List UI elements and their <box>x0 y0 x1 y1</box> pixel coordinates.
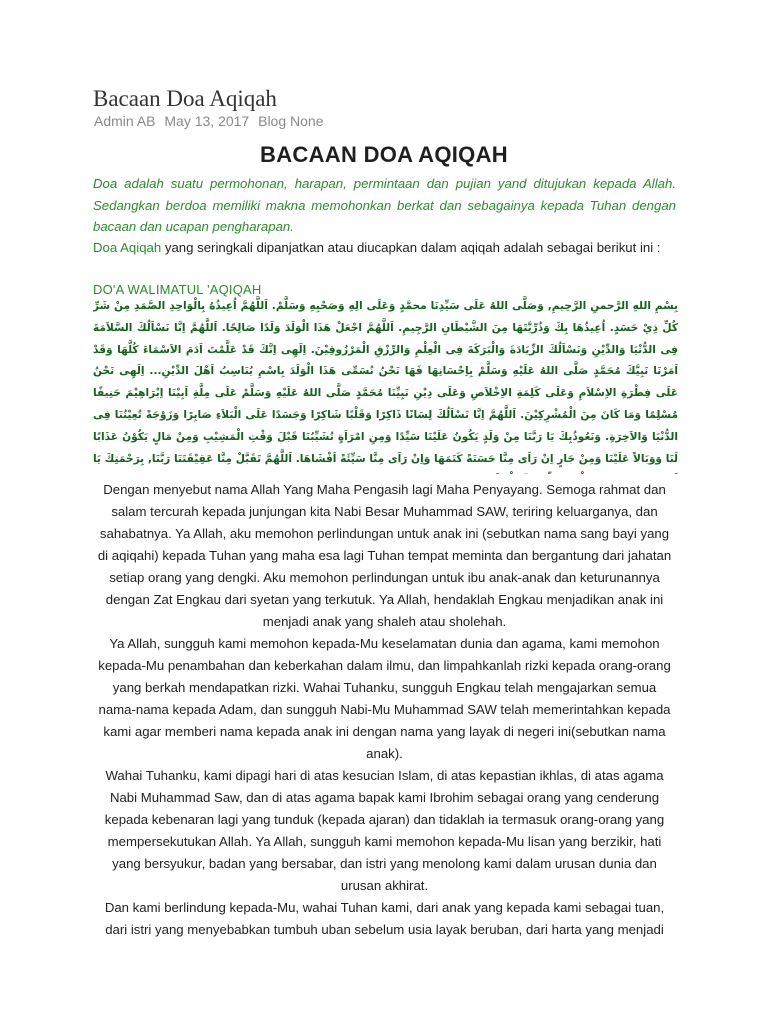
translation-paragraph: Dengan menyebut nama Allah Yang Maha Pengasih lagi Maha Penyayang. Semoga rahmat dan salam tercurah kepada junjungan kita Nabi Besar Muhammad SAW, teriring keluarganya, dan sahabatnya. Ya Allah, aku memohon perlindungan untuk anak ini (sebutkan nama sang bayi yang di aqiqahi) kepada Tuhan yang maha esa lagi Tuhan tempat meminta dan bergantung dari jahatan setiap orang yang dengki. Aku memohon perlindungan untuk ibu anak-anak dan keturunannya dengan Zat Engkau dari syetan yang terkutuk. Ya Allah, hendaklah Engkau menjadikan anak ini menjadi anak yang shaleh atau sholehah. <box>97 482 672 629</box>
post-meta <box>94 113 329 129</box>
post-date: May 13, 2017 <box>164 113 250 129</box>
doa-intro-paragraph <box>93 237 676 259</box>
intro-paragraph: Doa adalah suatu permohonan, harapan, permintaan dan pujian yand ditujukan kepada Allah. Sedangkan berdoa memiliki makna memohonkan berkat dan sebagainya kepada Tuhan dengan bacaan dan ucapan pengharapan. <box>93 176 676 234</box>
post-category[interactable]: Blog None <box>258 113 324 129</box>
article-heading: BACAAN DOA AQIQAH <box>260 142 508 167</box>
translation-block <box>93 479 676 941</box>
post-title: Bacaan Doa Aqiqah <box>93 86 277 111</box>
translation-paragraph: Wahai Tuhanku, kami dipagi hari di atas kesucian Islam, di atas kepastian ikhlas, di atas agama Nabi Muhammad Saw, dan di atas agama bapak kami Ibrohim sebagai orang yang cenderung kepada kebenaran lagi yang tunduk (kepada ajaran) dan tidaklah ia termasuk orang-orang yang mempersekutukan Allah. Ya Allah, sungguh kami memohon kepada-Mu lisan yang berzikir, hati yang bersyukur, badan yang bersabar, dan istri yang menolong kami dalam urusan dunia dan urusan akhirat. <box>104 768 665 893</box>
arabic-prayer-text: بِسْمِ اللهِ الرَّحمنِ الرَّحِيمِ, وَصَلَّى اللهُ عَلَى سَيِّدِنَا محمَّدٍ وَعَلَى الِهِ وَصَحْبِهِ وَسَلَّمْ. اَللَّهُمَّ اُعِيذُهُ بِالْوَاحِدِ الصَّمَدِ مِنْ شَرِّ كُلِّ ذِيْ حَسَدٍ. اُعِيذُهَا بِكَ وَذُرِّيَّتَهَا مِنَ الشَّيْطَانِ الرَّجِيمِ. اَللَّهُمَّ اجْعَلْ هَذَا الْوَلَدَ وَلَدًا صَالِحًا. اَللَّهُمَّ اِنَّا نَسْاَلُكَ السَّلاَمَةَ فِى الدُّنْيَا وَالدِّيْنِ وَنَسْاَلُكَ الزِّيَادَةَ وَالْبَرَكَةَ فِى الْعِلْمِ وَالرِّزْقِ الْمَرْزُوقِيْنَ. اِلَهِى اِنَّكَ قَدْ عَلَّمْتَ اَدَمَ الاَسْمَاءَ كُلَّهَا وَقَدْ اَمَرْنَا نَبِيَّكَ مُحَمَّدٍ صَلَّى اللهُ عَلَيْهِ وَسَلَّمْ بِاِحْسَانِهَا فَهَا نَحْنُ نُسَمِّى هَذَا الْوَلَدَ بِاسْمِ يُنَاسِبُ اَهْلَ الدِّيْنِ... اِلَهِى نَحْنُ عَلَى فِطْرَةِ الاِسْلاَمِ وَعَلَى كَلِمَةِ الاِخْلاَصِ وَعَلَى دِيْنِ نَبِيِّنَا مُحَمَّدٍ صَلَّى اللهُ عَلَيْهِ وَسَلَّمْ عَلَى مِلَّةِ اَبِيْنَا اِبْرَاهِيْمَ حَنِيفًا مُسْلِمًا وَمَا كَانَ مِنَ الْمُشْرِكِيْنَ. اَللَّهُمَّ اِنَّا نَسْاَلُكَ لِسَانًا ذَاكِرًا وَقَلْبًا شَاكِرًا وَجَسَدًا عَلَى الْبَلاَءِ صَابِرًا وَزَوْجَةً تُعِيْنُنَا فِى الدُّنْيَا وَالاَخِرَةِ. وَنَعُوذُبِكَ يَا رَبَّنَا مِنْ وَلَدٍ يَكُونُ عَلَيْنَا سَيِّدًا وَمِنِ امْرَاَةٍ تُشَيِّبُنَا قَبْلَ وَقْتِ الْمَشِيْبِ وَمِنْ مَالٍ يَكُوْنُ عَذَابًا لَنَا وَوَبَالاً عَلَيْنَا وَمِنْ جَارٍ اِنْ رَاَى مِنَّا حَسَنَةً كَتَمَهَا وَاِنْ رَاَى مِنَّا سَيِّئَةً اَفْشَاهَا. اَللَّهُمَّ تَقَبَّلْ مِنَّا عَقِيْقَتَنَا رَبَّنَا, بِرَحْمَتِكَ يَا <box>93 300 678 465</box>
doa-aqiqah-link[interactable]: Doa Aqiqah <box>93 240 162 255</box>
doa-intro-text: yang seringkali dipanjatkan atau diucapkan dalam aqiqah adalah sebagai berikut ini : <box>161 240 661 255</box>
section-title: DO'A WALIMATUL 'AQIQAH <box>93 282 262 297</box>
translation-paragraph: Ya Allah, sungguh kami memohon kepada-Mu keselamatan dunia dan agama, kami memohon kepada-Mu penambahan dan keberkahan dalam ilmu, dan limpahkanlah rizki kepada orang-orang yang berkah mendapatkan rizki. Wahai Tuhanku, sungguh Engkau telah mengajarkan semua nama-nama kepada Adam, dan sungguh Nabi-Mu Muhammad SAW telah memerintahkan kepada kami agar memberi nama kepada anak ini dengan nama yang layak di negeri ini(sebutkan nama anak). <box>98 636 671 761</box>
post-author[interactable]: Admin AB <box>94 113 156 129</box>
translation-paragraph: Dan kami berlindung kepada-Mu, wahai Tuhan kami, dari anak yang kepada kami sebagai tuan, dari istri yang menyebabkan tumbuh uban sebelum usia layak beruban, dari harta yang menjadi <box>104 900 665 937</box>
